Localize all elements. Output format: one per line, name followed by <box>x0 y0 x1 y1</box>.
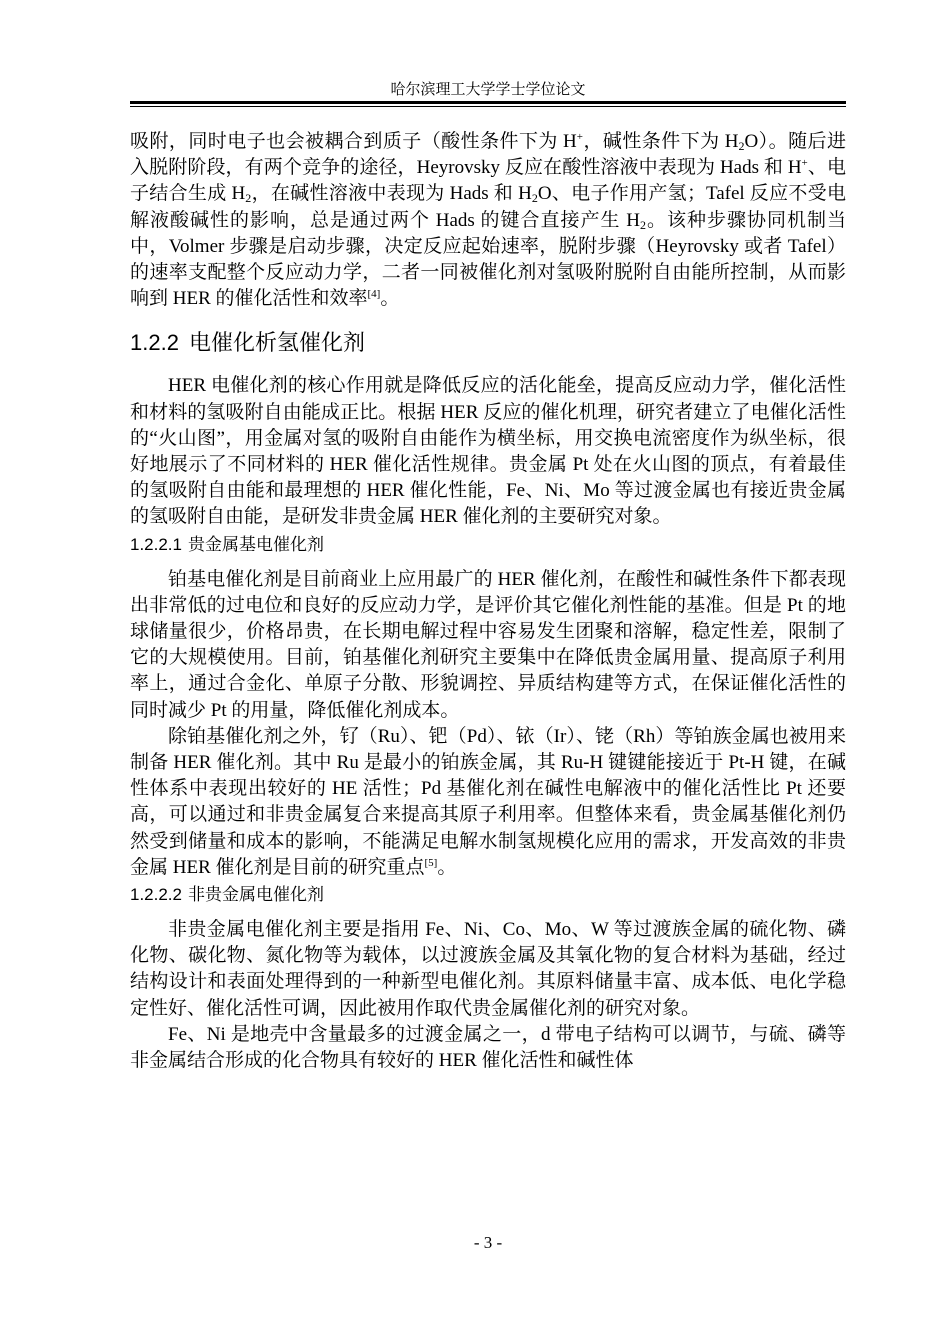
paragraph-non-noble: 非贵金属电催化剂主要是指用 Fe、Ni、Co、Mo、W 等过渡族金属的硫化物、磷化物、碳化物、氮化物等为载体，以过渡族金属及其氧化物的复合材料为基础，经过结构设计和表面处理得到的一种新型电催化剂。其原料储量丰富、成本低、电化学稳定性好、催化活性可调，因此被用作取代贵金属催化剂的研究对象。 <box>130 919 846 1019</box>
superscript: + <box>801 157 808 170</box>
section-title: 非贵金属电催化剂 <box>188 885 324 906</box>
section-number: 1.2.2.1 <box>130 534 182 554</box>
body-content <box>130 129 846 1074</box>
paragraph-platinum-group <box>130 724 846 881</box>
superscript: + <box>576 131 583 143</box>
section-title: 电催化析氢催化剂 <box>188 331 365 357</box>
subscript: 2 <box>245 191 252 206</box>
paragraph-her-catalysts: HER 电催化剂的核心作用就是降低反应的活化能垒，提高反应动力学，催化活性和材料的氢吸附自由能成正比。根据 HER 反应的催化机理，研究者建立了电催化活性的“火山图”，用金属对氢的吸附自由能作为横坐标，用交换电流密度作为纵坐标，很好地展示了不同材料的 HER 催化活性规律。贵金属 Pt 处在火山图的顶点，有着最佳的氢吸附自由能和最理想的 HER 催化性能，Fe、Ni、Mo 等过渡金属也有接近贵金属的氢吸附自由能，是研发非贵金属 HER 催化剂的主要研究对象。 <box>130 375 846 528</box>
page-number: - 3 - <box>473 1233 503 1252</box>
subscript: 2 <box>738 139 745 153</box>
paragraph-fe-ni: Fe、Ni 是地壳中含量最多的过渡金属之一，d 带电子结构可以调节，与硫、磷等非金属结合形成的化合物具有较好的 HER 催化活性和碱性体 <box>130 1023 846 1072</box>
section-number: 1.2.2 <box>130 330 179 356</box>
text-run: 除铂基催化剂之外，钌（Ru）、钯（Pd）、铱（Ir）、铑（Rh）等铂族金属也被用来制备 HER 催化剂。其中 Ru 是最小的铂族金属，其 Ru-H 键键能接近于 Pt-H 键，在碱性体系中表现出较好的 HE 活性；Pd 基催化剂在碱性电解液中的催化活性比 Pt 还要高，可以通过和非贵金属复合来提高其原子利用率。但整体来看，贵金属基催化剂仍然受到储量和成本的影响，不能满足电解水制氢规模化应用的需求，开发高效的非贵金属 HER 催化剂是目前的研究重点 <box>130 725 846 878</box>
citation-ref: [4] <box>367 288 381 301</box>
header-rule-thin <box>130 106 846 107</box>
text-run: ，碱性条件下为 H <box>583 131 739 152</box>
section-heading-1-2-2 <box>130 328 846 359</box>
text-run: 、电子结合生成 H <box>130 157 846 205</box>
paragraph-desorption <box>130 129 846 312</box>
section-title: 贵金属基电催化剂 <box>188 534 324 555</box>
text-run: 。 <box>437 856 457 878</box>
text-run: 。该种步骤协同机制当中，Volmer 步骤是启动步骤，决定反应起始速率，脱附步骤（Heyrovsky 或者 Tafel）的速率支配整个反应动力学，二者一同被催化剂对氢吸附脱附自由能所控制，从而影响到 HER 的催化活性和效率 <box>130 209 846 310</box>
subscript: 2 <box>640 217 646 232</box>
section-number: 1.2.2.2 <box>130 885 182 905</box>
citation-ref: [5] <box>424 856 438 869</box>
header-rule-thick <box>130 101 846 104</box>
text-run: ，在碱性溶液中表现为 Hads 和 H <box>251 183 532 205</box>
text-run: O）。随后进入脱附阶段，有两个竞争的途径，Heyrovsky 反应在酸性溶液中表现为 Hads 和 H <box>130 131 846 179</box>
text-run: 吸附，同时电子也会被耦合到质子（酸性条件下为 H <box>130 131 577 152</box>
text-run: 。 <box>380 288 400 310</box>
subscript: 2 <box>531 191 538 206</box>
paragraph-platinum: 铂基电催化剂是目前商业上应用最广的 HER 催化剂，在酸性和碱性条件下都表现出非常低的过电位和良好的反应动力学，是评价其它催化剂性能的基准。但是 Pt 的地球储量很少，价格昂贵，在长期电解过程中容易发生团聚和溶解，稳定性差，限制了它的大规模使用。目前，铂基催化剂研究主要集中在降低贵金属用量、提高原子利用率上，通过合金化、单原子分散、形貌调控、异质结构建等方式，在保证催化活性的同时减少 Pt 的用量，降低催化剂成本。 <box>130 568 846 721</box>
running-header: 哈尔滨理工大学学士学位论文 <box>390 82 586 98</box>
text-run: O、电子作用产氢；Tafel 反应不受电解液酸碱性的影响，总是通过两个 Hads 的键合直接产生 H <box>130 183 846 231</box>
section-heading-1-2-2-2 <box>130 883 846 907</box>
section-heading-1-2-2-1 <box>130 533 846 557</box>
